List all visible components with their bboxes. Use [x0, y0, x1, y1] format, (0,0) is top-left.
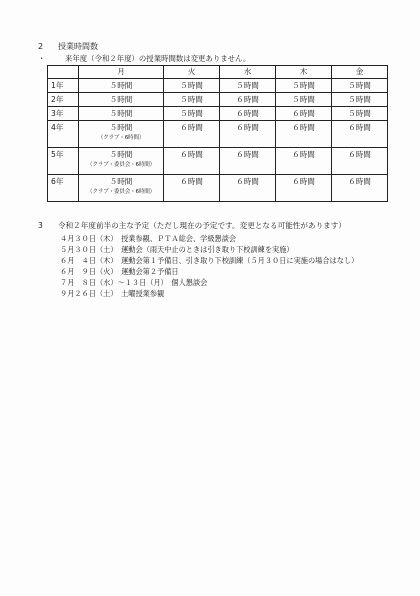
- section-2-title: 授業時間数: [58, 42, 98, 51]
- class-hours-table: [47, 65, 388, 202]
- grade-cell: 3年: [48, 107, 79, 121]
- wed-cell: ６時間: [220, 93, 276, 107]
- thu-cell: ５時間: [276, 79, 332, 93]
- table-row: [48, 148, 388, 175]
- mon-subnote: （クラブ・委員会・6時間）: [86, 189, 156, 195]
- schedule-date: ６月 ４日（木）: [60, 256, 114, 265]
- mon-cell: [79, 148, 164, 175]
- list-item: [60, 255, 390, 266]
- thu-cell: ６時間: [276, 107, 332, 121]
- schedule-text: 授業参観、ＰＴＡ総会、学級懇談会: [121, 234, 237, 243]
- tue-cell: ６時間: [164, 175, 220, 202]
- mon-hours: ５時間: [109, 95, 133, 104]
- mon-cell: [79, 93, 164, 107]
- note-bullet: ・: [38, 54, 46, 63]
- mon-cell: [79, 121, 164, 148]
- fri-cell: ６時間: [332, 148, 388, 175]
- schedule-date: ６月 ９日（火）: [60, 267, 114, 276]
- mon-cell: [79, 107, 164, 121]
- header-tue: 火: [164, 66, 220, 79]
- schedule-text: 運動会（雨天中止のときは引き取り下校訓練を実施）: [121, 245, 294, 254]
- section-2-number: 2: [38, 42, 44, 51]
- header-fri: 金: [332, 66, 388, 79]
- list-item: [60, 233, 390, 244]
- grade-cell: 2年: [48, 93, 79, 107]
- mon-subnote: （クラブ・委員会・6時間）: [86, 162, 156, 168]
- mon-cell: [79, 79, 164, 93]
- tue-cell: ５時間: [164, 79, 220, 93]
- tue-cell: ６時間: [164, 121, 220, 148]
- table-header-row: [48, 66, 388, 79]
- thu-cell: ６時間: [276, 175, 332, 202]
- thu-cell: ５時間: [276, 93, 332, 107]
- schedule-list: [60, 233, 390, 299]
- list-item: [60, 266, 390, 277]
- table-row: [48, 121, 388, 148]
- section-2-heading: [38, 42, 98, 52]
- list-item: [60, 277, 390, 288]
- mon-subnote: （クラブ・6時間）: [97, 135, 145, 141]
- wed-cell: ６時間: [220, 121, 276, 148]
- table-row: [48, 93, 388, 107]
- table-row: [48, 107, 388, 121]
- schedule-date: ９月２６日（土）: [60, 289, 114, 298]
- schedule-text: 運動会第２予備日: [121, 267, 179, 276]
- thu-cell: ６時間: [276, 121, 332, 148]
- thu-cell: ６時間: [276, 148, 332, 175]
- section-2-note: [38, 54, 250, 64]
- tue-cell: ５時間: [164, 93, 220, 107]
- mon-hours: ５時間: [109, 81, 133, 90]
- wed-cell: ６時間: [220, 175, 276, 202]
- grade-cell: 6年: [48, 175, 79, 202]
- schedule-text: 運動会第１予備日、引き取り下校訓練（５月３０日に実施の場合はなし）: [121, 256, 359, 265]
- fri-cell: ５時間: [332, 107, 388, 121]
- schedule-date: ４月３０日（木）: [60, 234, 114, 243]
- section-3-heading: [38, 221, 346, 231]
- fri-cell: ６時間: [332, 121, 388, 148]
- tue-cell: ６時間: [164, 148, 220, 175]
- schedule-text: 土曜授業参観: [121, 289, 165, 298]
- header-mon: 月: [79, 66, 164, 79]
- grade-cell: 4年: [48, 121, 79, 148]
- header-thu: 木: [276, 66, 332, 79]
- section-3-title: 令和２年度前半の主な予定（ただし現在の予定です。変更となる可能性があります）: [58, 221, 346, 230]
- schedule-text: 個人懇談会: [171, 278, 208, 287]
- schedule-date: ５月３０日（土）: [60, 245, 114, 254]
- header-corner: [48, 66, 79, 79]
- mon-hours: ５時間: [109, 123, 133, 132]
- mon-hours: ５時間: [109, 177, 133, 186]
- mon-hours: ５時間: [109, 150, 133, 159]
- list-item: [60, 288, 390, 299]
- fri-cell: ５時間: [332, 93, 388, 107]
- wed-cell: ６時間: [220, 148, 276, 175]
- list-item: [60, 244, 390, 255]
- fri-cell: ５時間: [332, 79, 388, 93]
- grade-cell: 5年: [48, 148, 79, 175]
- fri-cell: ６時間: [332, 175, 388, 202]
- grade-cell: 1年: [48, 79, 79, 93]
- table-row: [48, 79, 388, 93]
- mon-cell: [79, 175, 164, 202]
- table-row: [48, 175, 388, 202]
- note-text: 来年度（令和２年度）の授業時間数は変更ありません。: [65, 54, 251, 63]
- section-3-number: 3: [38, 221, 43, 230]
- wed-cell: ５時間: [220, 79, 276, 93]
- header-wed: 水: [220, 66, 276, 79]
- schedule-date: ７月 ８日（水）～１３日（月）: [60, 278, 165, 287]
- mon-hours: ５時間: [109, 109, 133, 118]
- tue-cell: ５時間: [164, 107, 220, 121]
- wed-cell: ６時間: [220, 107, 276, 121]
